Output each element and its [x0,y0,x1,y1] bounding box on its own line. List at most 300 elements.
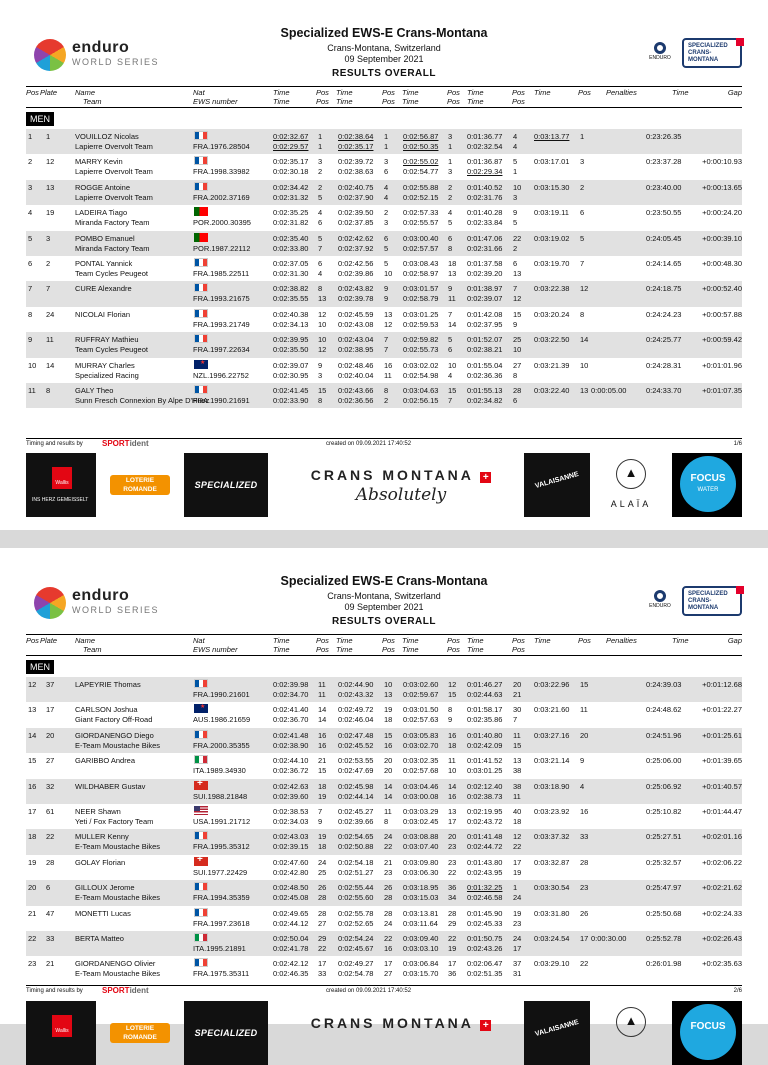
cell-p1a: 9 [318,360,323,370]
flag-icon [194,131,208,140]
cell-team: Specialized Racing [75,370,139,380]
cell-s5a: 0:03:22.50 [534,335,570,345]
cell-p4a: 19 [513,908,522,918]
cell-p5a: 22 [580,959,589,969]
cell-p1a: 4 [318,208,323,218]
cell-p4b: 38 [513,766,522,776]
cell-s2a: 0:02:47.48 [338,730,374,740]
cell-total: 0:24:28.31 [646,360,682,370]
cell-p1b: 8 [318,395,323,405]
cell-p2b: 24 [384,918,393,928]
cell-total: 0:25:10.82 [646,806,682,816]
cell-s3b: 0:02:50.35 [403,142,439,151]
cell-p4b: 11 [513,791,521,801]
table-row [26,702,742,727]
cell-s4b: 0:02:45.33 [467,918,503,928]
cell-s4a: 0:01:41.52 [467,756,503,766]
cell-p1b: 5 [318,192,323,202]
cell-s3b: 0:02:52.15 [403,192,439,202]
mountain-icon: ▲ [616,1007,646,1037]
cell-plate: 24 [46,309,55,319]
cell-plate: 11 [46,335,54,345]
table-row [26,880,742,905]
cell-s1b: 0:02:39.15 [273,842,309,852]
cell-s4b: 0:02:43.95 [467,867,503,877]
cell-ews: SUI.1977.22429 [193,867,248,877]
flag-icon [194,755,208,764]
cell-s2b: 0:02:55.60 [338,893,374,903]
cell-s5a: 0:03:31.80 [534,908,570,918]
cell-total: 0:24:33.70 [646,385,682,395]
logo-subtext: WORLD SERIES [72,605,160,615]
cell-ews: FRA.1976.28504 [193,142,250,151]
table-row [26,129,742,154]
cell-s4b: 0:02:31.76 [467,192,503,202]
cell-p5a: 14 [580,335,589,345]
cell-p4a: 30 [513,705,522,715]
cell-gap: +0:00:13.65 [702,182,742,192]
cell-s1b: 0:02:34.70 [273,690,309,699]
cell-p5a: 23 [580,883,589,893]
cell-s4a: 0:01:41.48 [467,832,503,842]
cell-p5a: 28 [580,857,589,867]
cell-p2a: 4 [384,182,389,192]
cell-s1b: 0:02:44.12 [273,918,309,928]
cell-s2b: 0:02:52.65 [338,918,374,928]
cell-s4a: 0:01:40.80 [467,730,503,740]
cell-p1b: 19 [318,791,327,801]
cell-team: E-Team Moustache Bikes [75,969,161,979]
loterie-romande-logo: LOTERIE ROMANDE [100,1001,178,1065]
cell-p2a: 24 [384,832,393,842]
cell-ews: FRA.1985.22511 [193,268,250,278]
cell-p3a: 5 [448,335,453,345]
cell-name: POMBO Emanuel [75,233,135,243]
cell-s5a: 0:03:19.11 [534,208,569,218]
cell-p5a: 26 [580,908,589,918]
wallis-logo: Wallis [26,1001,96,1065]
cell-p4b: 24 [513,893,522,903]
cell-p5a: 12 [580,284,589,294]
cell-gap: +0:02:35.63 [702,959,742,969]
cell-p5a: 20 [580,730,589,740]
cell-p4b: 6 [513,395,518,405]
cell-p1b: 22 [318,943,327,953]
cell-s2b: 0:02:39.86 [338,268,374,278]
cell-s1a: 0:02:50.04 [273,933,309,943]
cell-s3a: 0:03:08.43 [403,258,439,268]
event-date: 09 September 2021 [344,602,424,612]
cell-s5a: 0:03:32.87 [534,857,570,867]
cell-plate: 33 [46,933,55,943]
cell-p4b: 15 [513,740,522,750]
cell-s2b: 0:02:37.90 [338,192,374,202]
cell-s4b: 0:02:51.35 [467,969,503,979]
flag-icon [194,182,208,191]
cell-pos: 17 [28,806,37,816]
cell-s2b: 0:02:47.69 [338,766,374,776]
cell-s1b: 0:02:30.95 [273,370,309,380]
cell-p2b: 27 [384,969,393,979]
cell-s3b: 0:03:03.10 [403,943,439,953]
cell-p1b: 18 [318,842,327,852]
cell-total: 0:23:40.00 [646,182,682,192]
cell-s1a: 0:02:37.05 [273,258,309,268]
cell-p3a: 28 [448,908,457,918]
cell-s3a: 0:03:02.60 [403,680,439,689]
cell-p1a: 11 [318,680,326,689]
cell-plate: 61 [46,806,55,816]
cell-gap: +0:02:21.62 [702,883,742,893]
cell-s3a: 0:02:55.02 [403,157,439,167]
cell-name: MARRY Kevin [75,157,123,167]
cell-s3a: 0:03:13.81 [403,908,439,918]
cell-total: 0:26:01.98 [646,959,682,969]
cell-gap: +0:00:59.42 [702,335,742,345]
cell-s5a: 0:03:22.96 [534,680,570,689]
cell-p4a: 11 [513,730,521,740]
cell-p2b: 16 [384,740,393,750]
cell-pos: 8 [28,309,33,319]
flag-icon [194,958,208,967]
cell-s4a: 0:01:40.28 [467,208,503,218]
cell-s4b: 0:02:43.26 [467,943,503,953]
cell-p3a: 18 [448,258,457,268]
cell-s3a: 0:03:09.40 [403,933,439,943]
cell-s2b: 0:02:40.04 [338,370,374,380]
cell-plate: 19 [46,208,55,218]
cell-s1a: 0:02:44.10 [273,756,309,766]
alaia-logo: ▲ ALAÏA [598,453,664,517]
cell-s1a: 0:02:39.98 [273,680,309,689]
cell-gap: +0:02:26.43 [702,933,742,943]
cell-s2b: 0:02:51.27 [338,867,374,877]
cell-p3a: 11 [448,756,456,766]
cell-p2b: 12 [384,319,393,329]
cell-name: PONTAL Yannick [75,258,133,268]
flag-icon [194,781,208,790]
cell-ews: FRA.1993.21675 [193,294,250,304]
cell-team: Lapierre Overvolt Team [75,167,153,177]
sponsor-bar [26,453,742,517]
cell-s3a: 0:03:01.57 [403,284,439,294]
cell-s1b: 0:02:31.30 [273,268,309,278]
category-label: MEN [26,112,54,126]
cell-s3b: 0:02:57.63 [403,715,439,725]
cell-pos: 20 [28,883,37,893]
sponsor-bar [26,1001,742,1065]
cell-s2a: 0:02:40.75 [338,182,374,192]
cell-p2b: 22 [384,842,393,852]
cell-pos: 21 [28,908,37,918]
cell-s4a: 0:01:43.80 [467,857,503,867]
cell-p2a: 5 [384,258,389,268]
cell-s2a: 0:02:53.55 [338,756,374,766]
cell-s5a: 0:03:19.02 [534,233,570,243]
cell-total: 0:23:26.35 [646,132,682,141]
cell-s3b: 0:02:58.97 [403,268,439,278]
table-row [26,358,742,383]
cell-gap: +0:01:22.27 [702,705,742,715]
cell-plate: 32 [46,781,55,791]
flag-icon [194,233,208,242]
cell-p2b: 2 [384,395,389,405]
cell-p5a: 6 [580,208,585,218]
cell-p5a: 8 [580,309,585,319]
cell-p4b: 12 [513,294,522,304]
cell-p2a: 1 [384,132,389,141]
cell-p3b: 29 [448,918,457,928]
cell-s4a: 0:01:46.27 [467,680,503,689]
cell-name: CARLSON Joshua [75,705,138,715]
cell-p1b: 11 [318,690,326,699]
cell-s1b: 0:02:45.08 [273,893,309,903]
cell-p1a: 17 [318,959,327,969]
cell-s3b: 0:02:54.77 [403,167,439,177]
cell-s1b: 0:02:34.13 [273,319,309,329]
cell-s2a: 0:02:42.56 [338,258,374,268]
cell-s4a: 0:02:19.95 [467,806,503,816]
cell-p4a: 12 [513,832,522,842]
cell-s2b: 0:02:45.67 [338,943,374,953]
results-heading: RESULTS OVERALL [332,616,436,627]
cell-s1b: 0:02:36.72 [273,766,309,776]
cell-pos: 5 [28,233,33,243]
table-row [26,332,742,357]
crans-montana-logo: CRANS MONTANA + [296,1001,506,1065]
cell-name: WILDHABER Gustav [75,781,146,791]
cell-pos: 4 [28,208,33,218]
cell-s4a: 0:01:32.25 [467,883,503,893]
cell-plate: 17 [46,705,55,715]
cell-s4a: 0:01:36.87 [467,157,503,167]
cell-gap: +0:00:48.30 [702,258,742,268]
cell-pos: 19 [28,857,37,867]
cell-p1b: 28 [318,893,327,903]
cell-s1a: 0:02:41.40 [273,705,309,715]
cell-ews: FRA.1990.21601 [193,690,250,699]
category-label: MEN [26,660,54,674]
cell-s2b: 0:02:36.56 [338,395,374,405]
cell-p3b: 7 [448,395,453,405]
cell-s3a: 0:03:00.40 [403,233,439,243]
results-page-2 [0,548,768,1041]
cell-ews: FRA.1993.21749 [193,319,250,329]
table-row [26,931,742,956]
cell-s4b: 0:02:34.82 [467,395,503,405]
cell-name: MURRAY Charles [75,360,135,370]
cell-s5a: 0:03:37.32 [534,832,570,842]
cell-p2b: 11 [384,370,392,380]
cell-p3b: 34 [448,893,457,903]
cell-p1b: 6 [318,218,323,228]
cell-p3b: 10 [448,766,457,776]
flag-icon [194,283,208,292]
cell-s2a: 0:02:49.27 [338,959,374,969]
cell-s3a: 0:02:59.82 [403,335,439,345]
results-heading: RESULTS OVERALL [332,68,436,79]
cell-s3b: 0:02:55.73 [403,345,439,355]
cell-p1a: 5 [318,233,323,243]
cell-ews: FRA.2000.35355 [193,740,250,750]
cell-s5a: 0:03:30.54 [534,883,570,893]
cell-ews: FRA.2002.37169 [193,192,250,202]
loterie-romande-logo: LOTERIE ROMANDE [100,453,178,517]
event-date: 09 September 2021 [344,54,424,64]
table-row [26,383,742,408]
cell-p3b: 8 [448,243,453,253]
cell-s1a: 0:02:39.07 [273,360,309,370]
cell-plate: 2 [46,258,51,268]
cell-s2a: 0:02:43.82 [338,284,374,294]
cell-s2b: 0:02:43.08 [338,319,374,329]
cell-s3a: 0:03:06.84 [403,959,439,969]
cell-p3a: 16 [448,730,457,740]
cell-p4a: 5 [513,157,518,167]
cell-s3a: 0:03:09.80 [403,857,439,867]
cell-p2a: 3 [384,157,389,167]
cell-ews: FRA.1997.23618 [193,918,250,928]
cell-s4b: 0:02:44.72 [467,842,503,852]
cell-total: 0:24:25.77 [646,335,682,345]
results-page-1 [0,0,768,530]
cell-s1a: 0:02:35.25 [273,208,309,218]
cell-gap: +0:01:39.65 [702,756,742,766]
cell-s2b: 0:02:35.17 [338,142,374,151]
cell-p5a: 11 [580,705,588,715]
cell-s5a: 0:03:18.90 [534,781,570,791]
cell-p1a: 21 [318,756,327,766]
cell-plate: 6 [46,883,51,893]
cell-p1b: 25 [318,867,327,877]
cell-p3a: 6 [448,233,453,243]
created-timestamp: created on 09.09.2021 17:40:52 [326,988,412,994]
cell-p4b: 10 [513,345,522,355]
cell-p1a: 6 [318,258,323,268]
cell-s5a: 0:03:17.01 [534,157,570,167]
cell-s4a: 0:01:50.75 [467,933,503,943]
cell-s4b: 0:02:33.84 [467,218,503,228]
cell-total: 0:25:32.57 [646,857,682,867]
cell-gap: +0:01:12.68 [702,680,742,689]
cell-s4a: 0:01:36.77 [467,132,503,141]
cell-plate: 28 [46,857,55,867]
table-row [26,804,742,829]
cell-ews: POR.1987.22112 [193,243,251,253]
cell-p3a: 20 [448,832,457,842]
cell-pos: 23 [28,959,37,969]
cell-gap: +0:00:52.40 [702,284,742,294]
cell-p1b: 13 [318,294,327,304]
flag-icon [194,258,208,267]
cell-s3b: 0:03:07.40 [403,842,439,852]
cell-pos: 18 [28,832,37,842]
table-row [26,753,742,778]
cell-s3b: 0:03:06.30 [403,867,439,877]
cell-p4b: 7 [513,715,518,725]
cell-s2a: 0:02:45.59 [338,309,374,319]
cell-p2b: 16 [384,943,393,953]
enduro-mark-icon: ENDURO [646,590,674,609]
cell-p3b: 22 [448,867,457,877]
cell-p4b: 23 [513,918,522,928]
table-row [26,256,742,281]
flag-icon [194,385,208,394]
table-row [26,829,742,854]
cell-s2a: 0:02:38.64 [338,132,374,141]
cell-p3a: 2 [448,182,453,192]
cell-pos: 14 [28,730,37,740]
page-number: 2/6 [733,988,742,994]
cell-p4b: 31 [513,969,522,979]
cell-gap: +0:01:25.61 [702,730,742,740]
cell-p1a: 2 [318,182,323,192]
cell-s2a: 0:02:49.72 [338,705,374,715]
cell-pos: 1 [28,132,33,141]
cell-gap: +0:02:01.16 [702,832,742,842]
cell-s2b: 0:02:39.66 [338,816,374,826]
cell-p4a: 6 [513,258,518,268]
cell-name: GOLAY Florian [75,857,126,867]
cell-team: E-Team Moustache Bikes [75,842,161,852]
cell-p3a: 7 [448,309,453,319]
cell-s2b: 0:02:39.78 [338,294,374,304]
cell-s5a: 0:03:13.77 [534,132,570,141]
cell-s3a: 0:03:01.25 [403,309,439,319]
cell-total: 0:24:51.96 [646,730,682,740]
cell-p1a: 26 [318,883,327,893]
cell-s2b: 0:02:38.63 [338,167,374,177]
page-footer: Timing and results by SPORTident created on 09.09.2021 17:40:52 2/6 [26,986,742,995]
cell-s1b: 0:02:34.03 [273,816,309,826]
cell-p1a: 10 [318,335,327,345]
cell-s4b: 0:02:36.36 [467,370,503,380]
cell-s1b: 0:02:33.80 [273,243,309,253]
cell-plate: 1 [46,132,51,141]
crans-montana-logo: CRANS MONTANA + Absolutely [296,453,506,517]
cell-p2a: 14 [384,781,393,791]
cell-s3b: 0:03:15.70 [403,969,439,979]
cell-plate: 27 [46,756,55,766]
cell-ews: FRA.1997.22634 [193,345,250,355]
flag-icon [194,156,208,165]
cell-s4a: 0:01:55.13 [467,385,503,395]
cell-s4b: 0:02:39.20 [467,268,503,278]
cell-p3a: 1 [448,157,453,167]
cell-p1a: 3 [318,157,323,167]
cell-p2a: 8 [384,385,389,395]
cell-s4b: 0:02:43.72 [467,816,503,826]
cell-team: E-Team Moustache Bikes [75,893,161,903]
cell-p3b: 14 [448,319,457,329]
cell-s2a: 0:02:39.72 [338,157,374,167]
alaia-logo [598,1001,664,1065]
cell-s3a: 0:02:57.33 [403,208,439,218]
cell-plate: 37 [46,680,55,689]
cell-p4a: 17 [513,857,522,867]
cell-s3a: 0:02:55.88 [403,182,439,192]
cell-s4b: 0:02:46.58 [467,893,503,903]
cell-total: 0:24:48.62 [646,705,682,715]
cell-p3b: 13 [448,268,457,278]
cell-ews: ITA.1995.21891 [193,943,246,953]
cell-s1b: 0:02:35.55 [273,294,309,304]
cell-p5a: 1 [580,132,585,141]
cell-s2b: 0:02:45.52 [338,740,374,750]
cell-pos: 16 [28,781,37,791]
cell-p3b: 9 [448,715,453,725]
cell-gap: +0:00:10.93 [702,157,742,167]
